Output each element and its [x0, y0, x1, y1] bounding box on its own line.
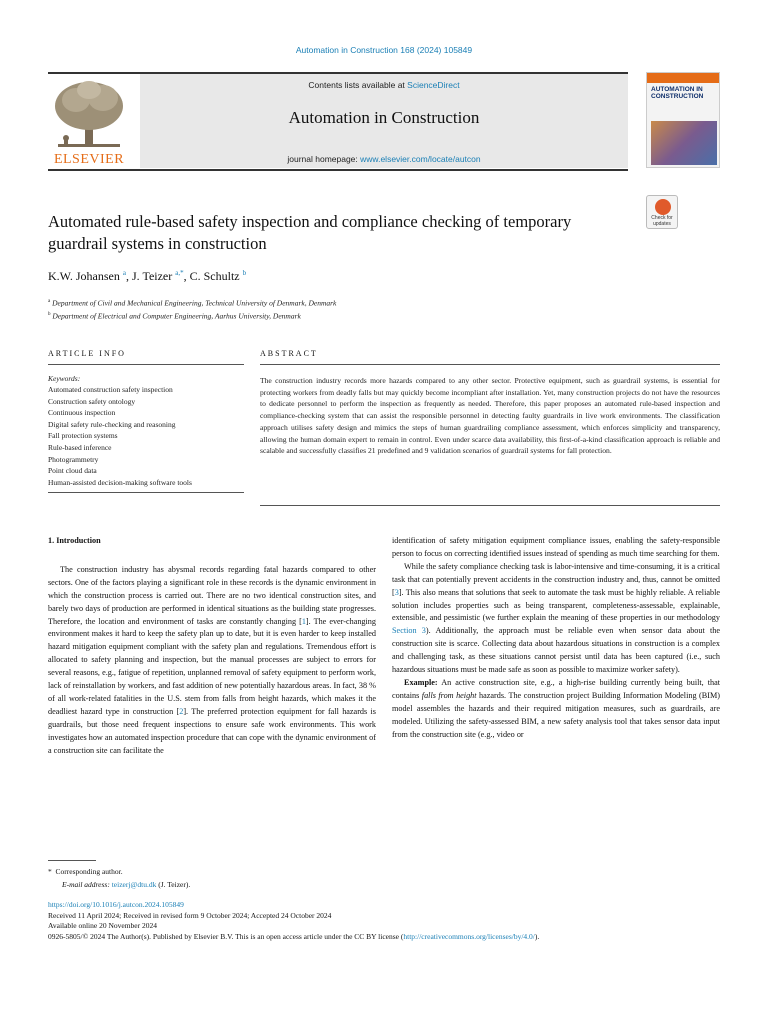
section-heading: 1. Introduction — [48, 536, 101, 545]
check-for-updates-button[interactable] — [646, 195, 678, 229]
emphasis: falls from height — [421, 690, 477, 700]
abstract-bottom-rule — [260, 505, 720, 506]
keyword-item: Photogrammetry — [48, 454, 99, 464]
email-suffix: (J. Teizer). — [156, 879, 191, 889]
author-name[interactable]: K.W. Johansen — [48, 269, 120, 283]
corresponding-author-note — [48, 866, 190, 879]
reference-link[interactable]: 1 — [301, 616, 306, 626]
text-run: While the safety compliance checking task is labor-intensive and time-consuming, it is a critical task that can potentially prevent accidents in the construction industry and, thus, cannot be omitted [ — [392, 561, 720, 597]
affiliation — [48, 296, 336, 309]
author-affiliation-link[interactable]: b — [242, 269, 247, 277]
keyword-item: Point cloud data — [48, 466, 97, 476]
journal-banner — [140, 74, 628, 168]
body-paragraph — [392, 561, 720, 677]
affiliation-text: Department of Civil and Mechanical Engineering, Technical University of Denmark, Denmark — [52, 298, 337, 308]
keyword-item: Fall protection systems — [48, 431, 118, 441]
dates-received: Received 11 April 2024; Received in revised form 9 October 2024; Accepted 24 October 2024 — [48, 910, 332, 920]
homepage-prefix: journal homepage: — [287, 154, 361, 164]
text-run: ]. The ever-changing environment makes it hard to keep the safety plan up to date, but it is even harder to keep installed hazard mitigation equipment compliant with the safety plan and regulations. Tremendous effort is allocated to safety planning and inspection, but the manual processes are subject to errors for several reasons, e.g., fatigue of repetition, unplanned removal of safety equipment to perform work, lack of reinstallation by workers, and fast addition of new potentially hazardous areas. In fact, 38 % of all work-related fatalities in the U.S. stem from falls from height hazards, which makes it the deadliest hazard type in construction [ — [48, 616, 376, 716]
article-title: Automated rule-based safety inspection and compliance checking of temporary guardrail systems in construction — [48, 212, 572, 253]
footnotes — [48, 866, 190, 891]
contents-prefix: Contents lists available at — [308, 80, 408, 90]
text-run: ]. This also means that solutions that seek to automate the task must be highly reliable. A reliable solution includes properties such as being transparent, completeness-assessable, explainable, extensible, and pessimistic (we further explain the meaning of these properties in our methodology — [392, 587, 720, 623]
body-paragraph: identification of safety mitigation equipment compliance issues, enabling the safety-responsible person to focus on correcting identified issues instead of spending as much time searching for them. — [392, 536, 720, 558]
author-list — [48, 269, 246, 284]
homepage-line — [140, 154, 628, 164]
article-info-rule — [48, 364, 244, 365]
corresponding-text: Corresponding author. — [55, 867, 123, 876]
email-note — [48, 879, 190, 892]
crossmark-badge — [646, 195, 678, 229]
license-suffix: ). — [534, 931, 540, 941]
header-bottom-rule — [48, 169, 628, 171]
author-separator: , — [183, 269, 190, 283]
keyword-item: Rule-based inference — [48, 442, 112, 452]
affiliation — [48, 309, 336, 322]
body-column-left — [48, 535, 376, 758]
text-run: ). Additionally, the approach must be reliable even when sensor data about the construction site is scarce. Collecting data about hazardous situations in construction is a complex and challenging task, as these situations cannot persist until data has been captured (i.e., such hazardous situations must be made safe as soon as possible to maximize worker safety). — [392, 626, 720, 675]
affiliation-text: Department of Electrical and Computer Engineering, Aarhus University, Denmark — [52, 311, 301, 320]
keyword-item: Digital safety rule-checking and reasoning — [48, 419, 176, 429]
journal-header — [48, 72, 720, 170]
license-text: 0926-5805/© 2024 The Author(s). Published by Elsevier B.V. This is an open access article under the CC BY license ( — [48, 931, 404, 941]
sciencedirect-link[interactable]: ScienceDirect — [407, 80, 460, 90]
crossmark-line1: Check for — [651, 215, 673, 221]
reference-link[interactable]: 3 — [394, 587, 399, 597]
keyword-item: Continuous inspection — [48, 408, 116, 418]
keyword-item: Automated construction safety inspection — [48, 385, 173, 394]
cover-title: AUTOMATION IN CONSTRUCTION — [651, 86, 704, 100]
journal-cover-thumbnail[interactable] — [646, 72, 720, 168]
example-label: Example: — [404, 677, 438, 687]
date-available: Available online 20 November 2024 — [48, 921, 157, 930]
section-link[interactable]: Section 3 — [392, 626, 426, 636]
article-info-bottom-rule — [48, 492, 244, 493]
author-name[interactable]: C. Schultz — [189, 269, 240, 283]
affiliation-marker: b — [48, 311, 51, 317]
abstract-text: The construction industry records more hazards compared to any other sector. Protective equipment, such as guardrail systems, is essential for protecting workers from deadly falls but may quickly become incompliant after installation. Yet, many construction projects do not have the resources to dedicate personnel to perform the inspection as frequently as needed. Therefore, this paper proposes an automated rule-based inspection and compliance-checking system that can assist the responsible personnel in detecting faulty guardrails in live work environments. The classification approach utilises safety design and mimics the steps of human guardrailing compliance assessment, which enforces simplicity and transparency, allowing the human domain expert to remain in control. Even under scarce data availability, this first-of-a-kind classification approach is reliable and scalable and successfully classifies 21 predefined and 9 validation scenarios of guardrail systems for fall protection. — [260, 376, 720, 456]
article-info-heading: ARTICLE INFO — [48, 349, 126, 358]
crossmark-line2: updates — [653, 220, 671, 227]
cover-top-bar — [647, 73, 719, 83]
text-run: The construction industry has abysmal records regarding fatal hazards compared to other sectors. One of the factors playing a significant role in these records is the dynamic environment in which the construction process is carried out. There are no two identical construction sites, and barely two days of production are performed in identical situations as the building state progresses. Therefore, the location and environment of tasks are constantly changing [ — [48, 564, 376, 626]
affiliation-marker: a — [48, 299, 51, 304]
author-affiliation-link[interactable]: a,* — [175, 269, 184, 277]
contents-line — [140, 80, 628, 90]
license-link[interactable]: http://creativecommons.org/licenses/by/4.0/ — [403, 931, 535, 941]
footnote-rule — [48, 860, 96, 861]
author-affiliation-link[interactable]: a — [122, 269, 126, 277]
reference-link[interactable]: 2 — [179, 706, 184, 716]
keywords-list — [48, 384, 192, 488]
elsevier-logo[interactable] — [48, 78, 130, 168]
affiliations — [48, 296, 336, 321]
body-column-right — [392, 535, 720, 742]
elsevier-wordmark: ELSEVIER — [53, 152, 125, 167]
keyword-item: Human-assisted decision-making software tools — [48, 477, 192, 487]
author-name[interactable]: J. Teizer — [132, 269, 173, 283]
text-run: hazards. The construction project Building Information Modeling (BIM) model assembles the hazards and their required mitigation measures, such as guardrails, are modeled. Utilizing the safety-assessed BIM, a new safety analysis tool that takes sensor data input from the construction site (e.g., video or — [392, 690, 720, 739]
bibliographic-info — [48, 900, 539, 942]
journal-citation-link[interactable]: Automation in Construction 168 (2024) 105849 — [295, 45, 473, 55]
doi-link[interactable]: https://doi.org/10.1016/j.autcon.2024.105849 — [48, 900, 184, 909]
email-label: E-mail address: — [62, 879, 110, 889]
elsevier-tree-icon — [48, 78, 130, 152]
body-paragraph — [48, 564, 376, 758]
abstract-heading: ABSTRACT — [260, 349, 318, 358]
author-separator: , — [126, 269, 132, 283]
homepage-link[interactable]: www.elsevier.com/locate/autcon — [360, 154, 481, 164]
keywords-label: Keywords: — [48, 374, 81, 383]
text-run: ]. The preferred protection equipment for fall hazards is guardrails, but those need frequent inspections to ensure safe work environments. This work investigates how an automated inspection procedure that can cope with the dynamic environment of a construction site can facilitate the — [48, 706, 376, 755]
journal-title[interactable]: Automation in Construction — [288, 108, 480, 127]
abstract-rule — [260, 364, 720, 365]
cover-image — [651, 121, 717, 165]
text-run: An active construction site, e.g., a high-rise building currently being built, that contains — [392, 677, 720, 700]
keyword-item: Construction safety ontology — [48, 396, 136, 406]
license-line — [48, 932, 539, 943]
crossmark-label — [647, 216, 677, 227]
crossmark-icon — [655, 199, 671, 215]
asterisk-marker: * — [48, 867, 56, 876]
email-link[interactable]: teizerj@dtu.dk — [111, 879, 157, 889]
body-paragraph — [392, 677, 720, 742]
